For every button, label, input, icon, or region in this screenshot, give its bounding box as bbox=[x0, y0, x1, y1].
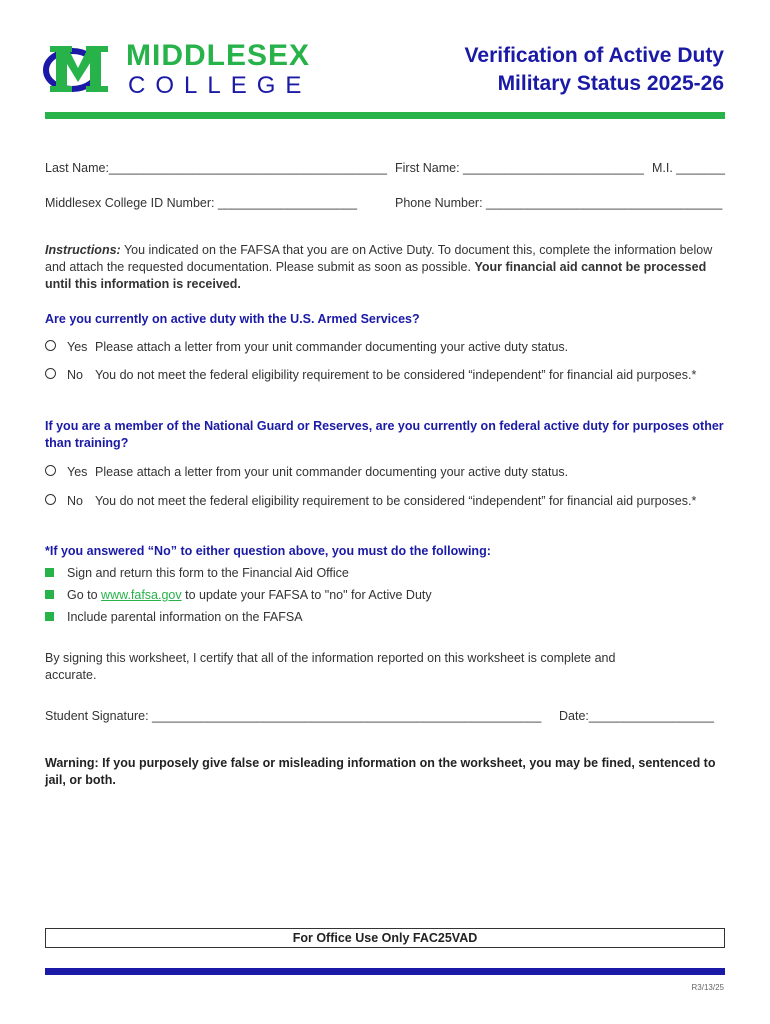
question-1: Are you currently on active duty with the U.S. Armed Services? bbox=[45, 312, 420, 326]
question-2-yes-option[interactable] bbox=[45, 464, 725, 481]
header-divider bbox=[45, 112, 725, 119]
question-1-yes-radio[interactable] bbox=[45, 340, 56, 351]
student-signature-field[interactable]: Student Signature: ________________________________________________________ bbox=[45, 709, 542, 723]
question-1-no-label: No bbox=[67, 368, 83, 382]
question-2-no-option[interactable] bbox=[45, 493, 725, 527]
follow-up-item-1: Sign and return this form to the Financial Aid Office bbox=[67, 566, 349, 580]
footer-divider bbox=[45, 968, 725, 975]
question-1-yes-option[interactable] bbox=[45, 339, 725, 356]
last-name-field[interactable]: Last Name:________________________________________ bbox=[45, 161, 387, 175]
office-use-box: For Office Use Only FAC25VAD bbox=[45, 928, 725, 948]
question-2-no-label: No bbox=[67, 494, 83, 508]
follow-up-item-2-prefix: Go to bbox=[67, 588, 102, 602]
follow-up-item bbox=[45, 565, 725, 582]
fafsa-link[interactable]: www.fafsa.gov bbox=[101, 588, 182, 602]
first-name-field[interactable]: First Name: __________________________ bbox=[395, 161, 644, 175]
follow-up-item bbox=[45, 587, 725, 604]
bullet-icon bbox=[45, 568, 54, 577]
follow-up-item-2 bbox=[67, 587, 432, 604]
college-logo-icon bbox=[42, 42, 116, 96]
question-2-yes-radio[interactable] bbox=[45, 465, 56, 476]
id-number-field[interactable]: Middlesex College ID Number: ____________________ bbox=[45, 196, 358, 210]
instructions-paragraph bbox=[45, 242, 725, 293]
bullet-icon bbox=[45, 590, 54, 599]
follow-up-heading: *If you answered “No” to either question above, you must do the following: bbox=[45, 544, 491, 558]
logo-wordmark-college: COLLEGE bbox=[128, 72, 312, 99]
bullet-icon bbox=[45, 612, 54, 621]
instructions-bold-text: Your financial aid cannot be processed until this information is received. bbox=[45, 260, 707, 291]
middle-initial-field[interactable]: M.I. _______ bbox=[652, 161, 725, 175]
question-2-yes-label: Yes bbox=[67, 465, 88, 479]
follow-up-item-3: Include parental information on the FAFSA bbox=[67, 610, 303, 624]
title-line-2: Military Status 2025-26 bbox=[497, 72, 724, 95]
question-2-no-text: You do not meet the federal eligibility requirement to be considered “independent” for financial aid purposes.* bbox=[95, 494, 697, 508]
question-2-yes-text: Please attach a letter from your unit commander documenting your active duty status. bbox=[95, 465, 569, 479]
question-2: If you are a member of the National Guard or Reserves, are you currently on federal active duty for purposes other than training? bbox=[45, 419, 724, 450]
logo-wordmark-middlesex: MIDDLESEX bbox=[126, 39, 311, 72]
title-line-1: Verification of Active Duty bbox=[464, 44, 724, 67]
question-1-no-radio[interactable] bbox=[45, 368, 56, 379]
instructions-text: You indicated on the FAFSA that you are on Active Duty. To document this, complete the information below and attach the requested documentation. Please submit as soon as possible. bbox=[45, 243, 713, 274]
instructions-label: Instructions: bbox=[45, 243, 121, 257]
question-1-no-text: You do not meet the federal eligibility requirement to be considered “independent” for financial aid purposes.* bbox=[95, 368, 697, 382]
question-1-yes-text: Please attach a letter from your unit commander documenting your active duty status. bbox=[95, 340, 569, 354]
date-field[interactable]: Date:__________________ bbox=[559, 709, 715, 723]
page-title bbox=[394, 42, 724, 98]
certification-text: By signing this worksheet, I certify that all of the information reported on this worksheet is complete and accurate. bbox=[45, 651, 616, 682]
question-2-no-radio[interactable] bbox=[45, 494, 56, 505]
warning-text: Warning: If you purposely give false or misleading information on the worksheet, you may be fined, sentenced to jail, or both. bbox=[45, 756, 716, 787]
follow-up-item bbox=[45, 609, 725, 626]
revision-date: R3/13/25 bbox=[691, 983, 724, 992]
question-1-yes-label: Yes bbox=[67, 340, 88, 354]
question-1-no-option[interactable] bbox=[45, 367, 725, 401]
phone-number-field[interactable]: Phone Number: __________________________________ bbox=[395, 196, 723, 210]
follow-up-item-2-suffix: to update your FAFSA to "no" for Active Duty bbox=[181, 588, 432, 602]
